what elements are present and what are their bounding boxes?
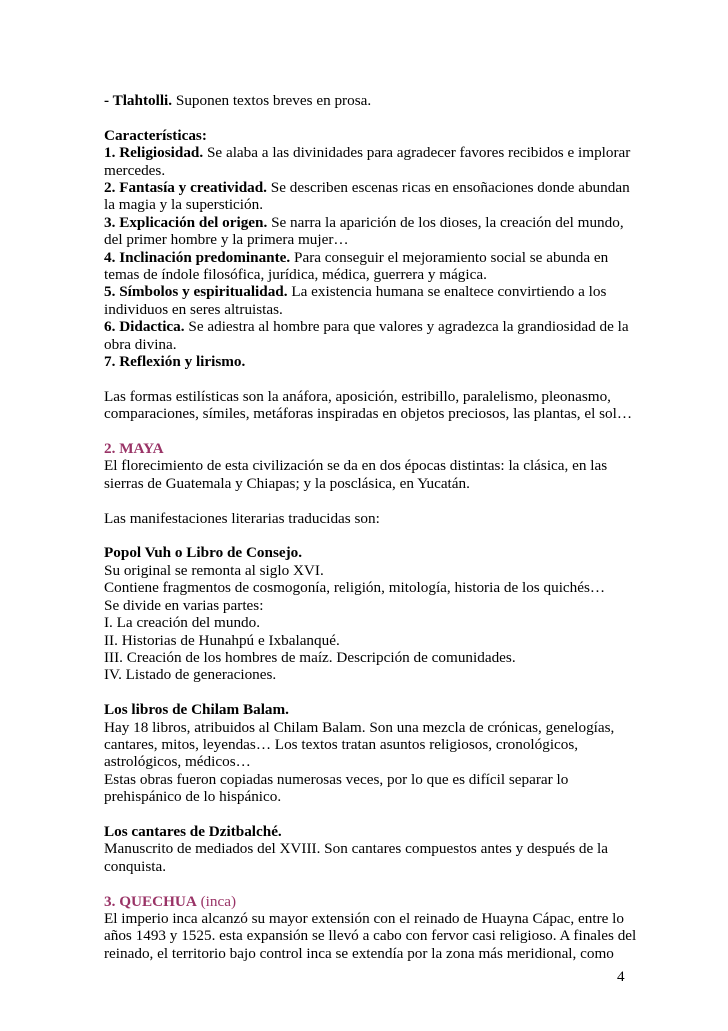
quechua-line: El imperio inca alcanzó su mayor extensión con el reinado de Huayna Cápac, entre lo — [104, 909, 624, 927]
dzitbalche-title — [104, 823, 634, 840]
item-text: la magia y la superstición. — [104, 196, 264, 214]
item-text: Se adiestra al hombre para que valores y agradezca la grandiosidad de la — [184, 318, 629, 336]
item-text: Se describen escenas ricas en ensoñaciones donde abundan — [266, 179, 630, 197]
list-item — [104, 318, 634, 353]
popol-vuh-title-text: Popol Vuh o Libro de Consejo. — [104, 544, 303, 562]
formas-paragraph — [104, 388, 634, 423]
list-item — [104, 353, 634, 370]
item-term: 7. Reflexión y lirismo. — [104, 353, 246, 371]
chilam-line: cantares, mitos, leyendas… Los textos tratan asuntos religiosos, cronológicos, — [104, 735, 579, 753]
maya-paragraph — [104, 457, 634, 492]
caracteristicas-heading-text: Características: — [104, 126, 207, 144]
popol-line: III. Creación de los hombres de maíz. Descripción de comunidades. — [104, 648, 516, 666]
chilam-line: astrológicos, médicos… — [104, 753, 251, 771]
list-item — [104, 144, 634, 179]
caracteristicas-list — [104, 144, 634, 370]
dzitbalche-body — [104, 840, 634, 875]
popol-line: Se divide en varias partes: — [104, 596, 264, 614]
quechua-line: reinado, el territorio bajo control inca se extendía por la zona más meridional, como — [104, 944, 614, 962]
item-text: obra divina. — [104, 335, 177, 353]
manifestaciones-text: Las manifestaciones literarias traducidas son: — [104, 509, 380, 527]
quechua-body — [104, 909, 637, 962]
item-term: 2. Fantasía y creatividad. — [104, 179, 267, 197]
chilam-balam-title — [104, 701, 634, 718]
maya-heading — [104, 440, 634, 457]
item-text: Se alaba a las divinidades para agradecer favores recibidos e implorar — [203, 144, 631, 162]
caracteristicas-heading — [104, 127, 634, 144]
chilam-line: Estas obras fueron copiadas numerosas veces, por lo que es difícil separar lo — [104, 770, 569, 788]
page-content — [104, 92, 637, 962]
page-number: 4 — [617, 968, 625, 985]
chilam-line: prehispánico de lo hispánico. — [104, 788, 282, 806]
chilam-balam-body — [104, 719, 634, 806]
formas-line: comparaciones, símiles, metáforas inspiradas en objetos preciosos, las plantas, el sol… — [104, 405, 633, 423]
popol-line: Contiene fragmentos de cosmogonía, religión, mitología, historia de los quichés… — [104, 579, 606, 597]
dzitbalche-line: conquista. — [104, 857, 167, 875]
list-item — [104, 179, 634, 214]
quechua-heading — [104, 893, 634, 910]
popol-line: IV. Listado de generaciones. — [104, 666, 277, 684]
item-text: individuos en seres altruistas. — [104, 300, 283, 318]
item-text: La existencia humana se enaltece convirtiendo a los — [287, 283, 607, 301]
maya-line: El florecimiento de esta civilización se da en dos épocas distintas: la clásica, en las — [104, 457, 608, 475]
item-text: temas de índole filosófica, jurídica, médica, guerrera y mágica. — [104, 266, 487, 284]
quechua-subheading: (inca) — [196, 892, 237, 910]
item-text: Para conseguir el mejoramiento social se abunda en — [290, 248, 609, 266]
tlahtolli-paragraph — [104, 92, 634, 109]
quechua-heading-text: 3. QUECHUA — [104, 892, 197, 910]
item-text: Se narra la aparición de los dioses, la creación del mundo, — [267, 213, 624, 231]
chilam-balam-title-text: Los libros de Chilam Balam. — [104, 701, 289, 719]
tlahtolli-text: Suponen textos breves en prosa. — [172, 92, 372, 109]
popol-line: I. La creación del mundo. — [104, 614, 261, 632]
item-term: 6. Didactica. — [104, 318, 185, 336]
popol-line: II. Historias de Hunahpú e Ixbalanqué. — [104, 631, 340, 649]
tlahtolli-term: - Tlahtolli. — [104, 92, 173, 109]
maya-heading-text: 2. MAYA — [104, 440, 164, 458]
list-item — [104, 249, 634, 284]
list-item — [104, 283, 634, 318]
popol-line: Su original se remonta al siglo XVI. — [104, 561, 324, 579]
item-term: 5. Símbolos y espiritualidad. — [104, 283, 288, 301]
popol-vuh-title — [104, 544, 634, 561]
dzitbalche-line: Manuscrito de mediados del XVIII. Son cantares compuestos antes y después de la — [104, 840, 609, 858]
dzitbalche-title-text: Los cantares de Dzitbalché. — [104, 822, 282, 840]
item-text: del primer hombre y la primera mujer… — [104, 231, 349, 249]
item-term: 4. Inclinación predominante. — [104, 248, 291, 266]
item-term: 3. Explicación del origen. — [104, 213, 268, 231]
list-item — [104, 214, 634, 249]
popol-vuh-body — [104, 562, 634, 684]
maya-line: sierras de Guatemala y Chiapas; y la posclásica, en Yucatán. — [104, 474, 470, 492]
item-text: mercedes. — [104, 161, 166, 179]
quechua-line: años 1493 y 1525. esta expansión se llevó a cabo con fervor casi religioso. A finales del — [104, 927, 637, 945]
formas-line: Las formas estilísticas son la anáfora, aposición, estribillo, paralelismo, pleonasmo, — [104, 387, 611, 405]
chilam-line: Hay 18 libros, atribuidos al Chilam Balam. Son una mezcla de crónicas, genelogías, — [104, 718, 615, 736]
item-term: 1. Religiosidad. — [104, 144, 204, 162]
